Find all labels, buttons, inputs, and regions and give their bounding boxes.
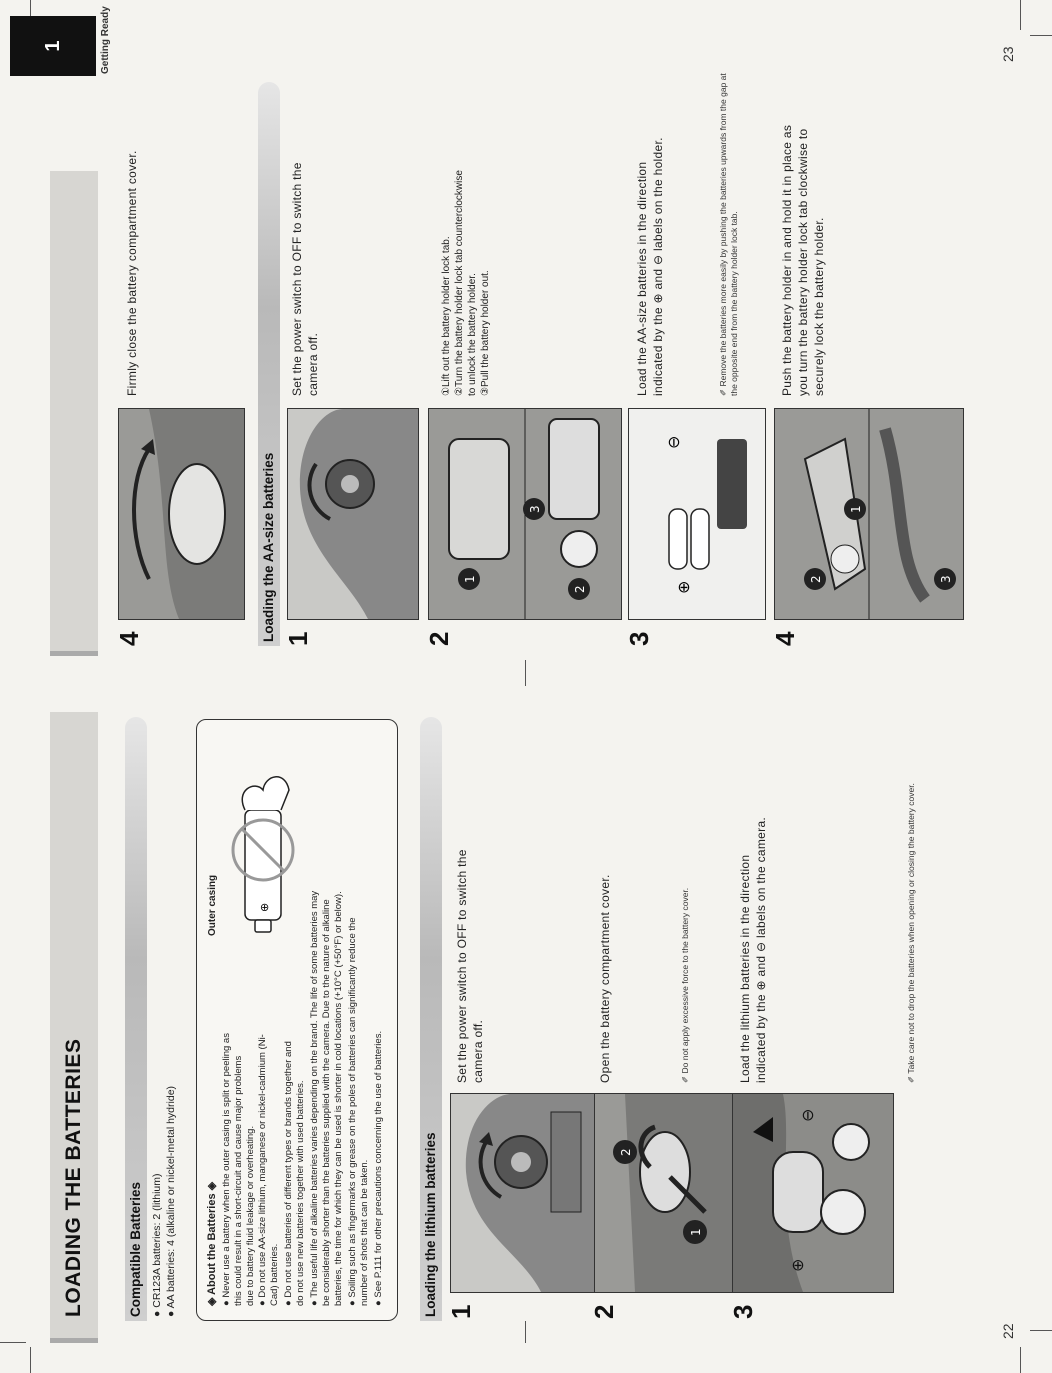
about-line: ● Soiling such as fingermarks or grease on the poles of batteries can significantly reduce the: [347, 917, 358, 1306]
step-text: Load the AA-size batteries in the direction: [635, 161, 649, 396]
about-heading: ◈ About the Batteries ◈: [206, 1181, 218, 1306]
step-number: 4: [770, 631, 800, 646]
crop-mark: [0, 1342, 26, 1343]
page-title: LOADING THE BATTERIES: [62, 1038, 85, 1317]
step-number: 1: [446, 1304, 476, 1319]
crop-mark: [30, 1347, 31, 1373]
step-text: camera off.: [306, 332, 320, 396]
about-batteries-box: [196, 719, 398, 1321]
illustration-power-switch: [450, 1093, 604, 1293]
crop-mark: [1030, 35, 1052, 36]
step-text: indicated by the ⊕ and ⊖ labels on the camera.: [754, 816, 768, 1083]
svg-text:⊖: ⊖: [798, 1108, 817, 1122]
step-number: 1: [283, 631, 313, 646]
step-text: Open the battery compartment cover.: [598, 874, 612, 1083]
svg-text:2: 2: [619, 1148, 633, 1156]
about-line: batteries, the time for which they can be used is shorter in cold locations (+10°C (+50°F) or below).: [333, 891, 344, 1306]
page-number: 22: [1000, 1323, 1016, 1339]
svg-text:⊕: ⊕: [788, 1258, 807, 1272]
outer-casing-figure: [205, 730, 305, 940]
title-band: [50, 171, 98, 656]
about-line: Cad) batteries.: [269, 1243, 280, 1306]
chapter-label: Getting Ready: [100, 6, 111, 74]
svg-text:⊖: ⊖: [664, 435, 683, 449]
illustration-lock-holder: [774, 408, 964, 620]
step-text: Set the power switch to OFF to switch the: [290, 162, 304, 396]
step-number: 4: [114, 631, 144, 646]
chapter-tab: 1: [10, 16, 96, 76]
illustration-load-aa: [628, 408, 766, 620]
about-line: this could result in a short-circuit and cause major problems: [233, 1055, 244, 1306]
crop-mark: [1020, 1347, 1021, 1373]
illustration-aa-power-off: [287, 408, 419, 620]
crop-mark: [1020, 0, 1021, 30]
svg-text:3: 3: [939, 575, 953, 583]
illustration-open-cover: [594, 1093, 736, 1293]
battery-item: ● CR123A batteries: 2 (lithium): [151, 1173, 163, 1317]
illustration-close-cover: [118, 408, 245, 620]
registration-mark: [525, 1321, 526, 1343]
step-note: ✐ Take care not to drop the batteries when opening or closing the battery cover.: [906, 783, 916, 1083]
step-note: ✐ Remove the batteries more easily by pushing the batteries upwards from the gap at the opposite end from the battery holder lock tab.: [718, 73, 739, 396]
about-line: ● Do not use AA-size lithium, manganese or nickel-cadmium (Ni-: [257, 1034, 268, 1306]
about-line: be considerably shorter than the batteries supplied with the camera. Due to the nature of alkaline: [321, 899, 332, 1306]
about-line: number of shots that can be taken.: [359, 1159, 370, 1306]
right-page: [0, 0, 1052, 686]
about-line: ● Never use a battery when the outer casing is split or peeling as: [221, 1033, 232, 1306]
illustration-remove-holder: [428, 408, 622, 620]
step-text: indicated by the ⊕ and ⊖ labels on the holder.: [651, 137, 665, 396]
sub-step: ③Pull the battery holder out.: [480, 270, 491, 396]
step-text: camera off.: [471, 1019, 485, 1083]
svg-text:1: 1: [463, 575, 477, 583]
left-page: [0, 687, 1052, 1373]
about-line: ● See P.111 for other precautions concerning the use of batteries.: [373, 1030, 384, 1306]
sub-step: ①Lift out the battery holder lock tab.: [441, 236, 452, 396]
svg-text:3: 3: [528, 505, 542, 513]
svg-text:⊕: ⊕: [258, 902, 271, 912]
svg-text:2: 2: [573, 585, 587, 593]
page-number: 23: [1000, 46, 1016, 62]
section-lithium: Loading the lithium batteries: [420, 717, 442, 1321]
section-compatible: Compatible Batteries: [125, 717, 147, 1321]
sub-step: ②Turn the battery holder lock tab counterclockwise: [454, 170, 465, 396]
about-line: ● Do not use batteries of different types or brands together and: [283, 1041, 294, 1306]
step-text: securely lock the battery holder.: [812, 217, 826, 396]
step-number: 2: [424, 631, 454, 646]
about-line: do not use new batteries together with used batteries.: [295, 1080, 306, 1306]
step-number: 3: [624, 631, 654, 646]
crop-mark: [1030, 1330, 1052, 1331]
svg-text:2: 2: [809, 575, 823, 583]
step-number: 2: [589, 1304, 619, 1319]
about-line: due to battery fluid leakage or overheating.: [245, 1125, 256, 1306]
registration-mark: [525, 660, 526, 686]
illustration-load-lithium: [732, 1093, 894, 1293]
step-text: Set the power switch to OFF to switch the: [455, 849, 469, 1083]
step-text: Load the lithium batteries in the direction: [738, 854, 752, 1083]
step-text: Push the battery holder in and hold it in place as: [780, 124, 794, 396]
step-note: ✐ Do not apply excessive force to the battery cover.: [680, 887, 690, 1083]
step-number: 3: [728, 1304, 758, 1319]
about-line: ● The useful life of alkaline batteries varies depending on the brand. The life of some batteries may: [309, 890, 320, 1306]
svg-text:⊕: ⊕: [674, 580, 693, 594]
svg-text:1: 1: [689, 1228, 703, 1236]
damaged-battery-icon: [205, 730, 305, 940]
battery-item: ● AA batteries: 4 (alkaline or nickel-metal hydride): [165, 1085, 177, 1317]
sub-step: to unlock the battery holder.: [467, 273, 478, 396]
section-aa: Loading the AA-size batteries: [258, 82, 280, 646]
step-text: you turn the battery holder lock tab clockwise to: [796, 128, 810, 396]
step-text: Firmly close the battery compartment cover.: [125, 150, 139, 396]
svg-text:1: 1: [849, 505, 863, 513]
outer-casing-label: Outer casing: [207, 874, 218, 936]
